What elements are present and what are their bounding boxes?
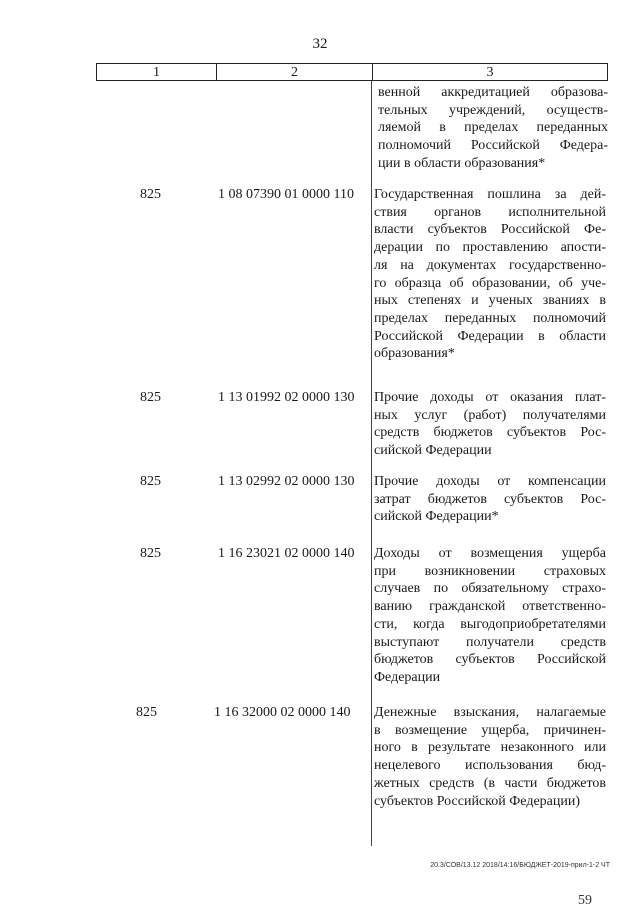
text-line: ных услуг (работ) получателями <box>374 407 606 423</box>
continuation-text <box>378 84 608 173</box>
text-line: Федерации <box>374 669 441 685</box>
text-line: образования* <box>374 346 455 362</box>
column-header-3: 3 <box>486 65 494 80</box>
budget-code: 1 13 02992 02 0000 130 <box>218 474 355 489</box>
text-line: ляемой в пределах переданных <box>378 120 608 136</box>
admin-code: 825 <box>140 474 161 489</box>
corner-page-number: 59 <box>578 893 592 908</box>
text-line: полномочий Российской Федера- <box>378 138 608 154</box>
text-line: сти, когда выгодоприобретателями <box>374 616 606 632</box>
revenue-description <box>374 473 606 526</box>
text-line: тельных учреждений, осуществ- <box>378 102 608 118</box>
text-line: ля на документах государственно- <box>374 257 606 273</box>
text-line: го образца об образовании, об уче- <box>374 275 606 291</box>
text-line: пределах переданных полномочий <box>374 310 606 326</box>
table-header <box>96 63 608 81</box>
admin-code: 825 <box>140 546 161 561</box>
text-line: сийской Федерации <box>374 443 492 459</box>
text-line: Российской Федерации в области <box>374 328 606 344</box>
text-line: затрат бюджетов субъектов Рос- <box>374 491 606 507</box>
text-line: ции в области образования* <box>378 155 546 171</box>
text-line: жетных средств (в части бюджетов <box>374 775 606 791</box>
column-divider <box>371 81 372 846</box>
text-line: при возникновении страховых <box>374 563 606 579</box>
text-line: ных степенях и ученых званиях в <box>374 293 606 309</box>
text-line: нецелевого использования бюд- <box>374 758 606 774</box>
text-line: Прочие доходы от оказания плат- <box>374 390 606 405</box>
revenue-description <box>374 545 606 687</box>
revenue-description <box>374 186 606 363</box>
text-line: в возмещение ущерба, причинен- <box>374 722 606 738</box>
budget-code: 1 13 01992 02 0000 130 <box>218 390 355 405</box>
budget-code: 1 16 32000 02 0000 140 <box>214 705 351 720</box>
text-line: ванию гражданской ответственно- <box>374 599 606 615</box>
text-line: сийской Федерации* <box>374 509 499 525</box>
text-line: средств бюджетов субъектов Рос- <box>374 425 606 441</box>
budget-code: 1 08 07390 01 0000 110 <box>218 187 354 202</box>
text-line: дерации по проставлению апости- <box>374 240 606 256</box>
text-line: Государственная пошлина за дей- <box>374 187 606 202</box>
admin-code: 825 <box>136 705 157 720</box>
budget-code: 1 16 23021 02 0000 140 <box>218 546 355 561</box>
text-line: выступают получатели средств <box>374 634 606 650</box>
text-line: ствия органов исполнительной <box>374 204 606 220</box>
text-line: случаев по обязательному страхо- <box>374 581 606 597</box>
column-header-1: 1 <box>97 64 217 80</box>
text-line: власти субъектов Российской Фе- <box>374 222 606 238</box>
admin-code: 825 <box>140 187 161 202</box>
page-number: 32 <box>312 36 328 52</box>
admin-code: 825 <box>140 390 161 405</box>
column-header-2: 2 <box>217 64 373 80</box>
text-line: венной аккредитацией образова- <box>378 85 608 100</box>
text-line: субъектов Российской Федерации) <box>374 793 581 809</box>
text-line: Денежные взыскания, налагаемые <box>374 705 606 720</box>
revenue-description <box>374 704 606 810</box>
text-line: ного в результате незаконного или <box>374 740 606 756</box>
text-line: Прочие доходы от компенсации <box>374 474 606 489</box>
document-stamp: 20.3/СОВ/13.12 2018/14:16/БЮДЖЕТ-2019-прил-1-2 ЧТ <box>430 862 610 869</box>
revenue-description <box>374 389 606 460</box>
text-line: бюджетов субъектов Российской <box>374 652 606 668</box>
text-line: Доходы от возмещения ущерба <box>374 546 606 561</box>
